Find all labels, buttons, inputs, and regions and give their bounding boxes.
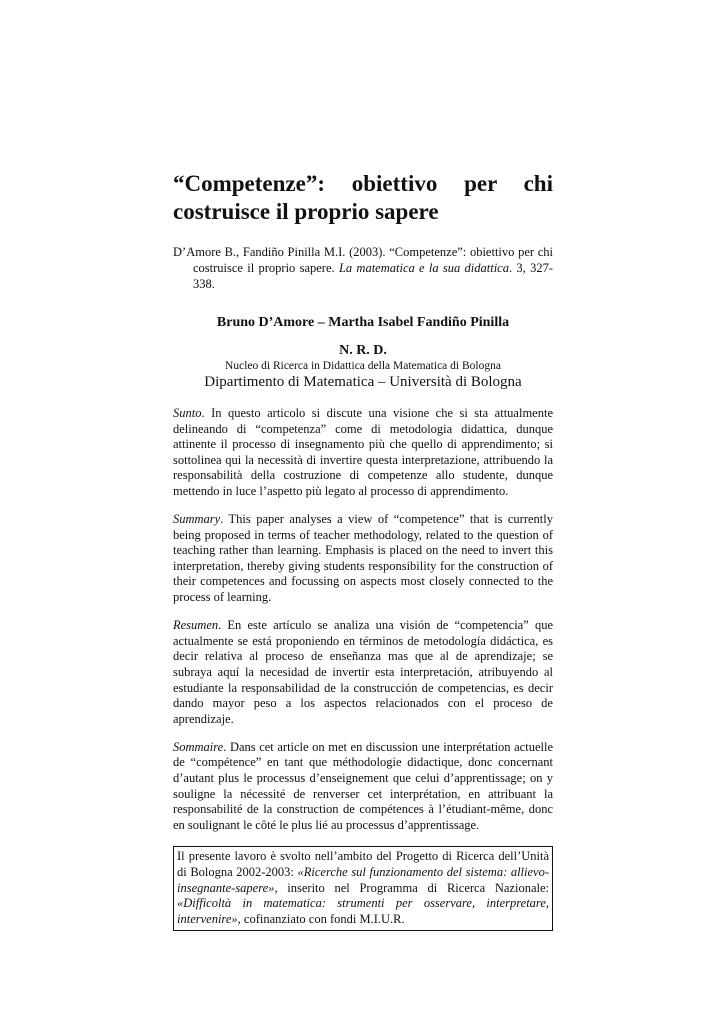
abstract-label: Sunto xyxy=(173,406,202,420)
research-unit: Nucleo di Ricerca in Didattica della Matematica di Bologna xyxy=(225,360,501,372)
research-group: N. R. D. xyxy=(339,343,387,358)
authors: Bruno D’Amore – Martha Isabel Fandiño Pinilla xyxy=(216,315,510,330)
abstract-label: Sommaire xyxy=(173,739,224,754)
funding-text: , cofinanziato con fondi M.I.U.R. xyxy=(237,911,405,926)
abstract-french xyxy=(173,740,553,834)
citation xyxy=(173,244,553,292)
funding-text: , inserito nel Programma di Ricerca Nazionale: xyxy=(274,880,549,895)
abstract-text: . In questo articolo si discute una visione che si sta attualmente delineando di “competenza” come di metodologia didattica, dunque attinente il processo di insegnamento più che quello di apprendimento; si sottolinea qui la necessità di invertire questa interpretazione, attribuendo la responsabilità della costruzione di competenze allo studente, dunque mettendo in luce l’aspetto più legato al processo di apprendimento. xyxy=(173,406,553,498)
paper-title: “Competenze”: obiettivo per chi costruisce il proprio sapere xyxy=(173,171,553,224)
funding-text: Il presente lavoro è svolto nell’ambito del Progetto di Ricerca dell’Unità di Bologna 2002-2003: xyxy=(177,849,549,879)
citation-volume: . 3, 327-338. xyxy=(193,261,553,291)
funding-project: «Ricerche sul funzionamento del sistema: allievo-insegnante-sapere» xyxy=(177,864,550,895)
citation-text: D’Amore B., Fandiño Pinilla M.I. (2003). “Competenze”: obiettivo per chi costruisce il proprio sapere. xyxy=(173,245,553,275)
abstract-label: Summary xyxy=(173,512,221,527)
abstract-italian xyxy=(173,406,553,500)
paper-page xyxy=(173,170,553,931)
abstract-text: . Dans cet article on met en discussion une interprétation actuelle de “compétence” en tant que méthodologie didactique, donc concernant d’autant plus le processus d’enseignement que celui d’apprentissage; on y souligne la nécessité de renverser cet interprétation, en attribuant la responsabilité de la construction de compétences à l’étudiant-même, donc en soulignant le côté le plus lié au processus d’apprentissage. xyxy=(173,739,553,832)
abstract-text: . En este artículo se analiza una visión de “competencia” que actualmente se está proponiendo en términos de metodología didáctica, es decir relativa al proceso de enseñanza mas que al de aprendizaje; se subraya aquí la necesidad de invertir esta interpretación, atribuyendo al estudiante la responsabilidad de la construcción de competencias, es decir dando mayor peso a los aspectos relacionados con el proceso de aprendizaje. xyxy=(173,618,553,726)
citation-journal: La matematica e la sua didattica xyxy=(338,261,509,275)
abstract-text: . This paper analyses a view of “competence” that is currently being proposed in terms of teacher methodology, related to the question of teaching rather than learning. Emphasis is placed on the need to invert this interpretation, thereby giving students responsibility for the construction of their competences and focussing on aspects most closely connected to the process of learning. xyxy=(173,512,553,605)
abstract-spanish xyxy=(173,618,553,727)
department: Dipartimento di Matematica – Università di Bologna xyxy=(204,374,522,390)
funding-programme: «Difficoltà in matematica: strumenti per osservare, interpretare, intervenire» xyxy=(177,896,549,926)
abstract-label: Resumen xyxy=(173,618,219,633)
abstract-english xyxy=(173,512,553,606)
funding-box xyxy=(173,846,553,931)
